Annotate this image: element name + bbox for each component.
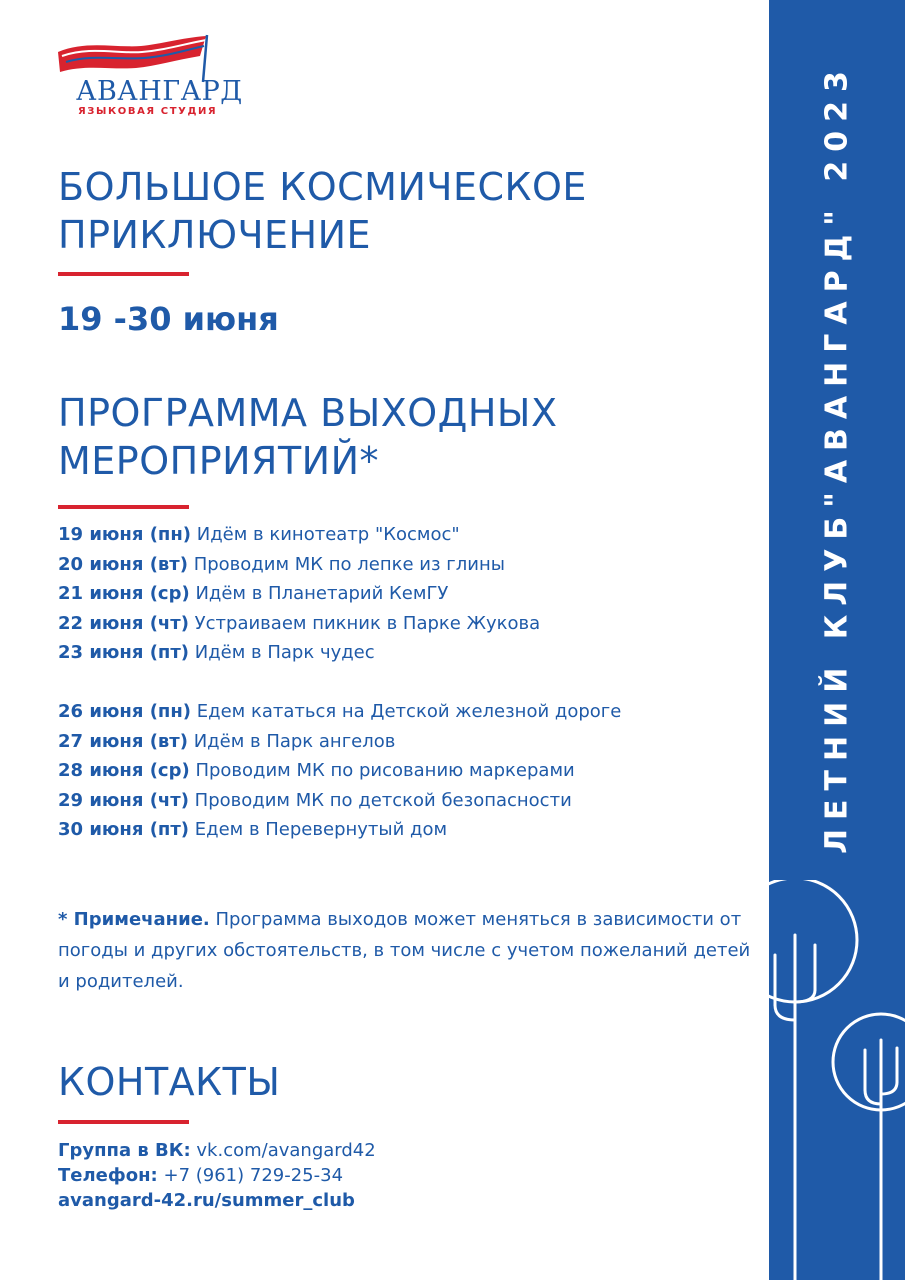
contacts-divider xyxy=(58,1120,189,1124)
list-item xyxy=(58,579,738,609)
program-heading-line-1: ПРОГРАММА ВЫХОДНЫХ xyxy=(58,391,558,435)
note xyxy=(58,904,758,997)
event-date: 22 июня (чт) xyxy=(58,612,189,634)
site-link[interactable]: avangard-42.ru/summer_club xyxy=(58,1190,355,1211)
list-item xyxy=(58,697,738,727)
phone-contact xyxy=(58,1163,738,1188)
list-item xyxy=(58,520,738,550)
program-heading xyxy=(58,389,558,485)
vk-link[interactable]: vk.com/avangard42 xyxy=(196,1140,376,1161)
event-date: 28 июня (ср) xyxy=(58,760,190,782)
list-item xyxy=(58,727,738,757)
contacts-heading xyxy=(58,1058,280,1106)
logo-subtitle: ЯЗЫКОВАЯ СТУДИЯ xyxy=(78,106,218,117)
vk-contact xyxy=(58,1138,738,1163)
event-text: Проводим МК по рисованию маркерами xyxy=(195,760,575,782)
headline-divider xyxy=(58,272,189,276)
program-heading-line-2: МЕРОПРИЯТИЙ* xyxy=(58,439,380,483)
trees-icon xyxy=(769,880,905,1280)
event-text: Идём в Планетарий КемГУ xyxy=(195,583,449,605)
sidebar xyxy=(769,0,905,1280)
event-text: Идём в Парк чудес xyxy=(194,642,375,664)
contacts-heading-text: КОНТАКТЫ xyxy=(58,1060,281,1104)
list-item xyxy=(58,786,738,816)
program-divider xyxy=(58,505,189,509)
event-date: 27 июня (вт) xyxy=(58,730,188,752)
event-text: Устраиваем пикник в Парке Жукова xyxy=(194,612,541,634)
list-item xyxy=(58,638,738,668)
event-text: Идём в кинотеатр "Космос" xyxy=(196,524,460,545)
event-date: 20 июня (вт) xyxy=(58,553,188,575)
phone-link[interactable]: +7 (961) 729-25-34 xyxy=(163,1165,344,1186)
event-text: Идём в Парк ангелов xyxy=(193,730,396,752)
note-text: Программа выходов может меняться в зависимости от погоды и других обстоятельств, в том числе с учетом пожеланий детей и родителей. xyxy=(58,909,751,992)
headline-line-2: ПРИКЛЮЧЕНИЕ xyxy=(58,213,372,257)
event-text: Проводим МК по лепке из глины xyxy=(193,553,505,575)
list-item xyxy=(58,756,738,786)
week-1-list xyxy=(58,520,738,668)
sidebar-title: ЛЕТНИЙ КЛУБ"АВАНГАРД" 2023 xyxy=(819,62,855,854)
contacts xyxy=(58,1138,738,1213)
list-item xyxy=(58,815,738,845)
event-date: 23 июня (пт) xyxy=(58,642,190,664)
phone-label: Телефон: xyxy=(58,1165,158,1186)
event-text: Едем в Перевернутый дом xyxy=(194,819,448,841)
list-item xyxy=(58,609,738,639)
headline xyxy=(58,163,587,259)
note-label: * Примечание. xyxy=(58,909,210,930)
event-date: 29 июня (чт) xyxy=(58,789,189,811)
event-date: 26 июня (пн) xyxy=(58,701,192,722)
event-text: Едем кататься на Детской железной дороге xyxy=(196,701,622,722)
logo-title: АВАНГАРД xyxy=(76,76,243,107)
event-date: 21 июня (ср) xyxy=(58,583,190,605)
site-contact xyxy=(58,1188,738,1213)
event-date: 30 июня (пт) xyxy=(58,819,190,841)
event-date: 19 июня (пн) xyxy=(58,524,192,545)
vk-label: Группа в ВК: xyxy=(58,1140,191,1161)
event-dates: 19 -30 июня xyxy=(58,300,279,338)
list-item xyxy=(58,550,738,580)
week-2-list xyxy=(58,697,738,845)
headline-line-1: БОЛЬШОЕ КОСМИЧЕСКОЕ xyxy=(58,165,587,209)
logo xyxy=(56,34,246,120)
event-text: Проводим МК по детской безопасности xyxy=(194,789,572,811)
